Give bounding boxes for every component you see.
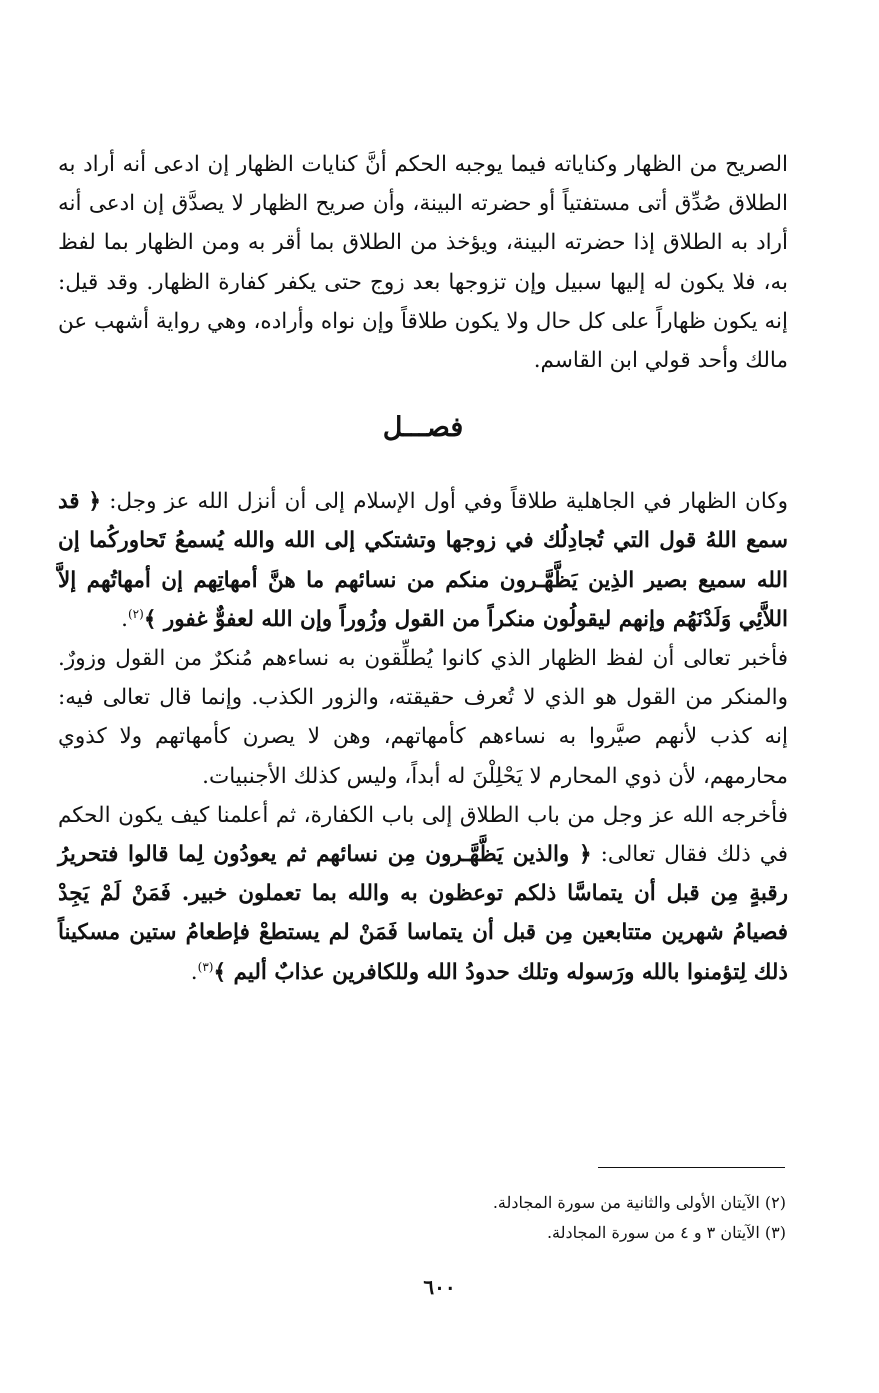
paragraph-zihar-types: الصريح من الظهار وكناياته فيما يوجبه الحكم أنَّ كنايات الظهار إن ادعى أنه أراد به الطلاق صُدِّق أتى مستفتياً أو حضرته البينة، وأن صريح الظهار لا يصدَّق إن ادعى أنه أراد به الطلاق إذا حضرته البينة، ويؤخذ من الطلاق بما أقر به ومن الظهار بما لفظ به، فلا يكون له إليها سبيل وإن تزوجها بعد زوج حتى يكفر كفارة الظهار. وقد قيل: إنه يكون ظهاراً على كل حال ولا يكون طلاقاً وإن نواه وأراده، وهي رواية أشهب عن مالك وأحد قولي ابن القاسم. [58, 152, 788, 374]
footnote-reference: (٢) [127, 606, 144, 621]
quran-quote: ﴿ والذين يَظَّهَّـرون مِن نسائهم ثم يعودُون لِما قالوا فتحريرُ رقبةٍ مِن قبل أن يتماسَّا ذلكم توعظون به والله بما تعملون خبير. فَمَنْ لَمْ يَجِدْ فصيامُ شهرين متتابعين مِن قبل أن يتماسا فَمَنْ لم يستطعْ فإطعامُ ستين مسكيناً ذلك لِتؤمنوا بالله ورَسوله وتلك حدودُ الله وللكافرين عذابٌ أليم ﴾ [58, 842, 788, 985]
paragraph-intro-text: فأخرجه الله عز وجل من باب الطلاق إلى باب الكفارة، ثم أعلمنا كيف يكون الحكم في ذلك فقال تعالى: [58, 802, 788, 868]
sentence-end: . [121, 606, 128, 632]
sentence-end: . [190, 959, 198, 985]
quran-quote: ﴿ قد سمع اللهُ قول التي تُجادِلُك في زوجها وتشتكي إلى الله والله يُسمعُ تَحاوركُما إن الله سميع بصير الذِين يَظَّهَّـرون منكم من نسائهم ما هنَّ أمهاتِهم إن أمهاتُهم إلاَّ اللاَّئِي وَلَدْنَهُم وإنهم ليقولُون منكراً من القول وزُوراً وإن الله لعفوٌّ غفور ﴾ [58, 489, 788, 632]
footnotes [300, 1188, 786, 1248]
footnote-item: (٢) الآيتان الأولى والثانية من سورة المجادلة. [492, 1193, 786, 1212]
page-number: ٦٠٠ [423, 1275, 456, 1299]
main-text [58, 145, 788, 992]
paragraph-intro-text: وكان الظهار في الجاهلية طلاقاً وفي أول الإسلام إلى أن أنزل الله عز وجل: [109, 489, 788, 515]
footnote-item: (٣) الآيتان ٣ و ٤ من سورة المجادلة. [546, 1223, 786, 1242]
paragraph-zihar-explanation: فأخبر تعالى أن لفظ الظهار الذي كانوا يُطلِّقون به نساءهم مُنكرٌ من القول وزورٌ. والمنكر من القول هو الذي لا تُعرف حقيقته، والزور الكذب. وإنما قال تعالى فيه: إنه كذب لأنهم صيَّروا به نساءهم كأمهاتهم، وهن لا يصرن كأمهاتهم ولا كذوي محارمهم، لأن ذوي المحارم لا يَحْلِلْنَ له أبداً، وليس كذلك الأجنبيات. [58, 646, 788, 789]
paragraph-jahiliyya [58, 482, 788, 639]
footnote-divider [598, 1167, 785, 1168]
section-heading: فصـــل [382, 412, 464, 444]
paragraph-kaffara [58, 796, 788, 992]
footnote-reference: (٣) [197, 959, 214, 974]
